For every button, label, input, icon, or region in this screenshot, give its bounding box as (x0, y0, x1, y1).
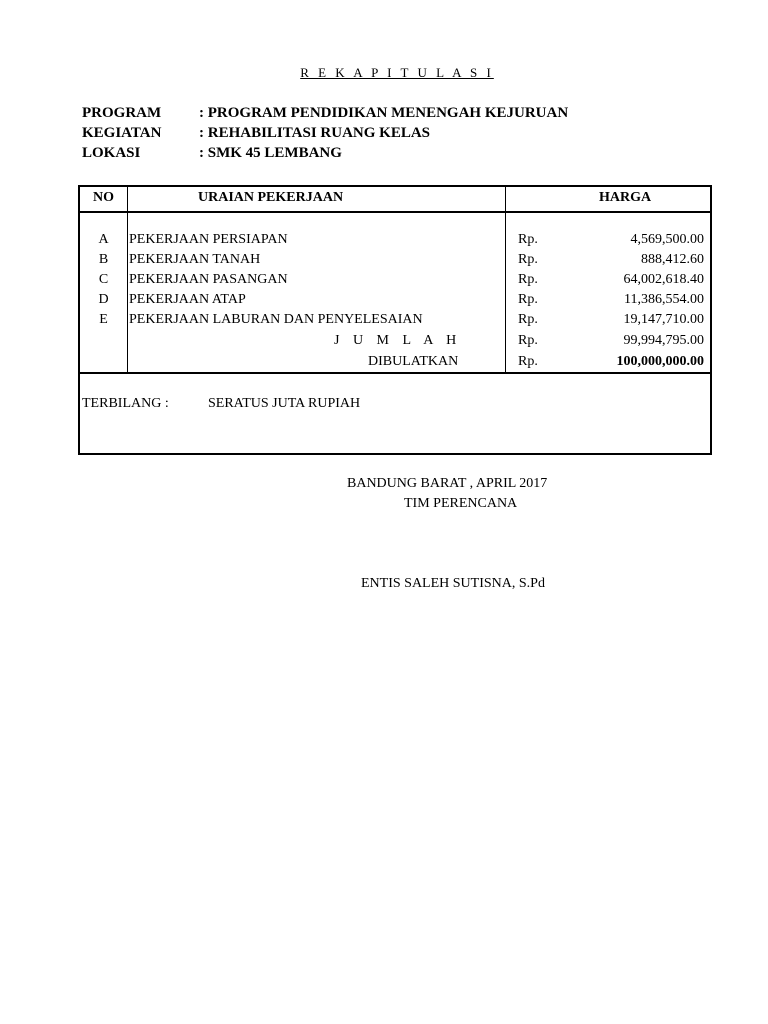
row-a-uraian: PEKERJAAN PERSIAPAN (129, 232, 288, 247)
row-c-no: C (98, 272, 109, 287)
row-a-amount: 4,569,500.00 (630, 232, 704, 247)
header-divider (80, 211, 710, 213)
row-e-no: E (99, 312, 108, 327)
signatory-name: ENTIS SALEH SUTISNA, S.Pd (361, 576, 545, 591)
terbilang-label: TERBILANG : (82, 396, 169, 411)
document-title: R E K A P I T U L A S I (300, 65, 494, 80)
row-a-no: A (98, 232, 109, 247)
meta-kegiatan-value: : REHABILITASI RUANG KELAS (199, 125, 431, 141)
column-divider-harga (505, 187, 506, 373)
row-c-uraian: PEKERJAAN PASANGAN (129, 272, 288, 287)
header-no: NO (93, 190, 114, 205)
meta-program-value: : PROGRAM PENDIDIKAN MENENGAH KEJURUAN (199, 105, 569, 121)
meta-lokasi-value: : SMK 45 LEMBANG (199, 145, 342, 161)
total-currency: Rp. (518, 333, 538, 348)
meta-program-key: PROGRAM (82, 105, 162, 121)
row-e-currency: Rp. (518, 312, 538, 327)
row-d-amount: 11,386,554.00 (624, 292, 704, 307)
row-d-currency: Rp. (518, 292, 538, 307)
total-label: J U M L A H (334, 333, 462, 348)
meta-lokasi-key: LOKASI (82, 145, 141, 161)
header-uraian: URAIAN PEKERJAAN (198, 190, 344, 205)
row-d-no: D (98, 292, 109, 307)
team-name: TIM PERENCANA (404, 496, 518, 511)
row-b-currency: Rp. (518, 252, 538, 267)
meta-kegiatan-key: KEGIATAN (82, 125, 162, 141)
row-e-uraian: PEKERJAAN LABURAN DAN PENYELESAIAN (129, 312, 423, 327)
header-harga: HARGA (599, 190, 652, 205)
row-e-amount: 19,147,710.00 (623, 312, 704, 327)
row-c-currency: Rp. (518, 272, 538, 287)
row-b-uraian: PEKERJAAN TANAH (129, 252, 261, 267)
row-d-uraian: PEKERJAAN ATAP (129, 292, 246, 307)
recap-table (78, 185, 712, 455)
column-divider-no (127, 187, 128, 373)
row-c-amount: 64,002,618.40 (623, 272, 704, 287)
rounded-amount: 100,000,000.00 (616, 354, 704, 369)
row-b-no: B (98, 252, 109, 267)
terbilang-value: SERATUS JUTA RUPIAH (208, 396, 361, 411)
row-b-amount: 888,412.60 (641, 252, 704, 267)
rounded-currency: Rp. (518, 354, 538, 369)
place-date: BANDUNG BARAT , APRIL 2017 (347, 476, 548, 491)
total-amount: 99,994,795.00 (623, 333, 704, 348)
row-a-currency: Rp. (518, 232, 538, 247)
rounded-label: DIBULATKAN (368, 354, 459, 369)
total-divider (80, 372, 710, 374)
